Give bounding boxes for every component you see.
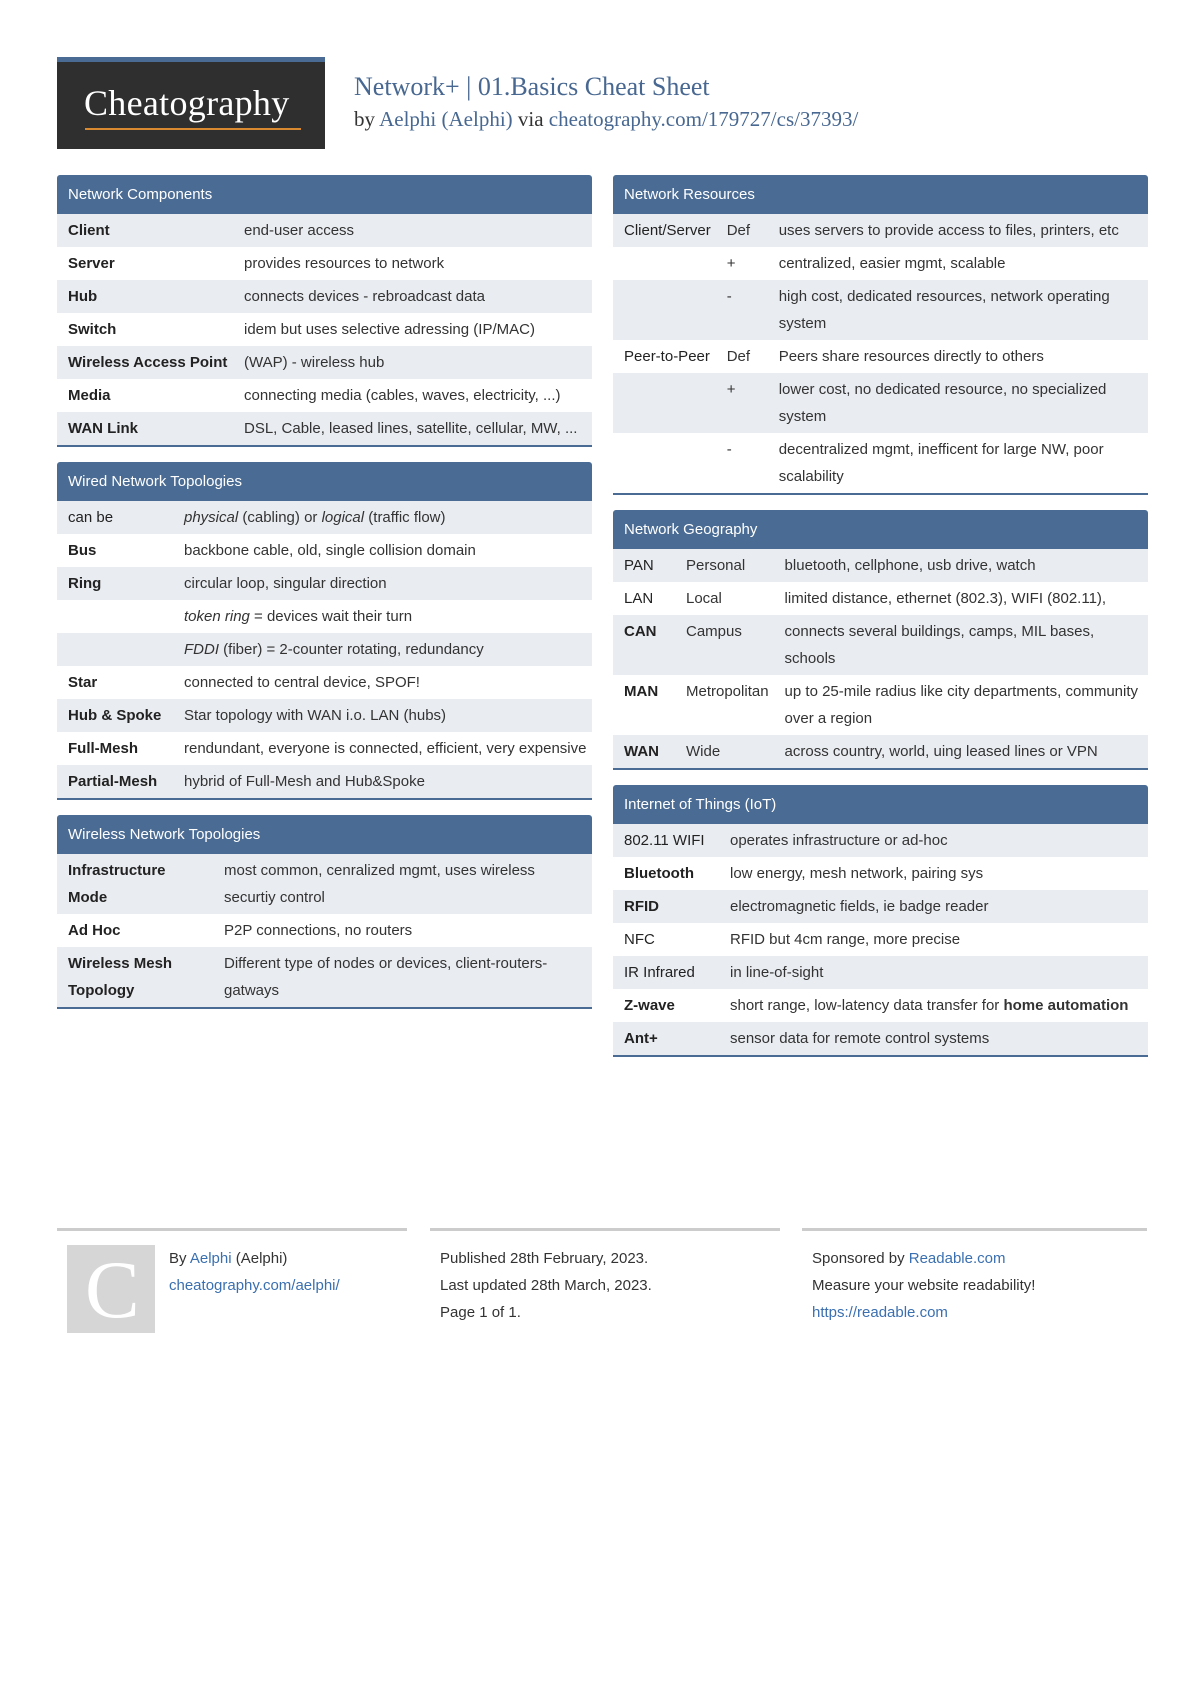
definition: idem but uses selective adressing (IP/MAC): [244, 321, 535, 338]
table-row: [613, 247, 1148, 280]
author-info: [169, 1245, 409, 1299]
wireless-topologies-section: [57, 815, 592, 1009]
term: Client: [57, 214, 233, 247]
table-row: [613, 549, 1148, 582]
term: NFC: [624, 931, 655, 948]
table-row: [57, 214, 592, 247]
term: Wireless Mesh Topology: [57, 947, 213, 1007]
term: IR Infrared: [613, 956, 719, 989]
table-row: [57, 666, 592, 699]
definition: [173, 501, 592, 534]
definition: electromagnetic fields, ie badge reader: [719, 890, 1148, 923]
footer-sponsor: [802, 1228, 1147, 1345]
network-resources-section: [613, 175, 1148, 495]
table-row: [613, 989, 1148, 1022]
term: Ring: [57, 567, 173, 600]
qualifier: Local: [686, 590, 722, 607]
definition: high cost, dedicated resources, network operating system: [768, 280, 1148, 340]
definition: operates infrastructure or ad-hoc: [719, 824, 1148, 857]
term: WAN: [613, 735, 675, 768]
term: LAN: [624, 590, 654, 607]
definition: most common, cenralized mgmt, uses wireless securtiy control: [213, 854, 592, 914]
term: PAN: [613, 549, 675, 582]
author-avatar[interactable]: [67, 1245, 155, 1333]
term: CAN: [613, 615, 675, 675]
table-row: [613, 824, 1148, 857]
table-row: [57, 765, 592, 798]
definition: lower cost, no dedicated resource, no specialized system: [768, 373, 1148, 433]
table-row: [613, 857, 1148, 890]
term: 802.11 WIFI: [613, 824, 719, 857]
footer-author-link[interactable]: Aelphi: [189, 1250, 232, 1267]
definition: centralized, easier mgmt, scalable: [778, 255, 1006, 272]
table-row: [613, 735, 1148, 768]
sponsor-line: [802, 1245, 1147, 1272]
wireless-topologies-table: [57, 854, 592, 1007]
table-row: [57, 633, 592, 666]
definition-text: = devices wait their turn: [249, 608, 413, 625]
cheatography-logo[interactable]: [57, 57, 325, 149]
section-title: Network Resources: [613, 175, 1148, 214]
table-row: [57, 501, 592, 534]
definition-italic: token ring: [184, 608, 250, 625]
footer-publish-info: [430, 1228, 780, 1345]
qualifier: Campus: [675, 615, 774, 675]
term: [57, 633, 173, 666]
term: Bus: [68, 542, 97, 559]
term: [57, 600, 173, 633]
sponsor-prefix: Sponsored by: [812, 1250, 905, 1267]
sponsor-name-link[interactable]: Readable.com: [908, 1250, 1006, 1267]
definition-text: (cabling) or: [238, 509, 322, 526]
definition: uses servers to provide access to files, printers, etc: [768, 214, 1148, 247]
definition: hybrid of Full-Mesh and Hub&Spoke: [173, 765, 592, 798]
table-row: [57, 346, 592, 379]
author-paren: (Aelphi): [235, 1250, 288, 1267]
section-title: Wireless Network Topologies: [57, 815, 592, 854]
definition-text: (traffic flow): [364, 509, 446, 526]
qualifier: Personal: [675, 549, 774, 582]
sponsor-tagline: Measure your website readability!: [812, 1277, 1036, 1294]
term: Client/Server: [613, 214, 716, 247]
updated-date: Last updated 28th March, 2023.: [440, 1277, 652, 1294]
term: Hub & Spoke: [57, 699, 173, 732]
definition: backbone cable, old, single collision domain: [184, 542, 476, 559]
term: Full-Mesh: [68, 740, 138, 757]
term: Switch: [68, 321, 117, 338]
left-column: [57, 175, 592, 1024]
network-resources-table: [613, 214, 1148, 493]
iot-section: [613, 785, 1148, 1057]
table-row: [57, 379, 592, 412]
qualifier: Def: [716, 214, 768, 247]
sheet-url-link[interactable]: cheatography.com/179727/cs/37393/: [548, 107, 859, 131]
term: [613, 373, 716, 433]
definition: circular loop, singular direction: [173, 567, 592, 600]
table-row: [613, 582, 1148, 615]
term: MAN: [624, 683, 659, 700]
term: can be: [57, 501, 173, 534]
qualifier: +: [716, 373, 768, 433]
definition: end-user access: [233, 214, 592, 247]
table-row: [613, 340, 1148, 373]
term: WAN Link: [57, 412, 233, 445]
definition: connected to central device, SPOF!: [184, 674, 420, 691]
logo-underline: [85, 128, 301, 130]
by-prefix: by: [354, 107, 375, 131]
term: Wireless Access Point: [57, 346, 233, 379]
section-title: Network Geography: [613, 510, 1148, 549]
qualifier: Wide: [675, 735, 774, 768]
table-row: [57, 412, 592, 445]
qualifier: -: [716, 280, 768, 340]
definition: up to 25-mile radius like city departments, community over a region: [784, 683, 1139, 727]
table-row: [57, 280, 592, 313]
table-row: [57, 947, 592, 1007]
definition: [173, 600, 592, 633]
iot-table: [613, 824, 1148, 1055]
table-row: [57, 313, 592, 346]
definition: across country, world, uing leased lines or VPN: [774, 735, 1148, 768]
wired-topologies-table: [57, 501, 592, 798]
table-row: [613, 956, 1148, 989]
definition-italic: logical: [321, 509, 365, 526]
definition: rendundant, everyone is connected, efficient, very expensive: [184, 740, 587, 757]
table-row: [613, 433, 1148, 493]
page-title: Network+ | 01.Basics Cheat Sheet: [354, 72, 710, 101]
term: Z-wave: [624, 997, 675, 1014]
term: [613, 280, 716, 340]
definition: [719, 989, 1148, 1022]
term: [613, 433, 716, 493]
term: Hub: [57, 280, 233, 313]
sponsor-url-link[interactable]: https://readable.com: [812, 1304, 948, 1321]
published-date: Published 28th February, 2023.: [440, 1250, 649, 1267]
table-row: [613, 373, 1148, 433]
definition: (WAP) - wireless hub: [233, 346, 592, 379]
table-row: [613, 1022, 1148, 1055]
term: [613, 247, 716, 280]
section-title: Network Components: [57, 175, 592, 214]
term: Infrastructure Mode: [57, 854, 213, 914]
term: Partial-Mesh: [57, 765, 173, 798]
definition: [173, 633, 592, 666]
right-column: [613, 175, 1148, 1072]
definition: connects several buildings, camps, MIL bases, schools: [774, 615, 1148, 675]
author-link[interactable]: Aelphi (Aelphi): [379, 107, 513, 131]
table-row: [57, 567, 592, 600]
table-row: [57, 699, 592, 732]
page-subtitle: [354, 107, 858, 132]
avatar-letter: C: [85, 1244, 140, 1335]
definition-italic: FDDI: [184, 641, 219, 658]
term: Ant+: [613, 1022, 719, 1055]
table-row: [613, 890, 1148, 923]
wired-topologies-section: [57, 462, 592, 800]
definition: decentralized mgmt, inefficent for large NW, poor scalability: [778, 441, 1104, 485]
author-profile-link[interactable]: cheatography.com/aelphi/: [169, 1277, 340, 1294]
network-geography-section: [613, 510, 1148, 770]
network-components-section: [57, 175, 592, 447]
definition-text: short range, low-latency data transfer for: [730, 997, 1004, 1014]
via-text: via: [517, 107, 544, 131]
definition: limited distance, ethernet (802.3), WIFI (802.11),: [784, 590, 1107, 607]
term: Server: [68, 255, 115, 272]
table-row: [613, 923, 1148, 956]
page-number: Page 1 of 1.: [440, 1304, 521, 1321]
table-row: [57, 247, 592, 280]
term: Ad Hoc: [68, 922, 121, 939]
definition: Star topology with WAN i.o. LAN (hubs): [173, 699, 592, 732]
section-title: Wired Network Topologies: [57, 462, 592, 501]
term: Media: [68, 387, 111, 404]
term: Bluetooth: [624, 865, 694, 882]
term: Peer-to-Peer: [624, 348, 710, 365]
definition: bluetooth, cellphone, usb drive, watch: [774, 549, 1148, 582]
table-row: [57, 534, 592, 567]
definition: P2P connections, no routers: [224, 922, 413, 939]
term: RFID: [613, 890, 719, 923]
definition: in line-of-sight: [719, 956, 1148, 989]
definition: Peers share resources directly to others: [778, 348, 1044, 365]
definition: connecting media (cables, waves, electricity, ...): [244, 387, 561, 404]
qualifier: -: [726, 441, 732, 458]
by-label: By: [169, 1250, 187, 1267]
qualifier: Def: [726, 348, 751, 365]
table-row: [613, 675, 1148, 735]
table-row: [613, 615, 1148, 675]
table-row: [57, 600, 592, 633]
definition: low energy, mesh network, pairing sys: [730, 865, 984, 882]
qualifier: +: [726, 255, 736, 272]
footer-author: [57, 1228, 407, 1345]
definition-text: (fiber) = 2-counter rotating, redundancy: [219, 641, 484, 658]
qualifier: Metropolitan: [686, 683, 769, 700]
definition: Different type of nodes or devices, client-routers-gatways: [213, 947, 592, 1007]
term: Star: [68, 674, 98, 691]
definition: sensor data for remote control systems: [719, 1022, 1148, 1055]
table-row: [57, 914, 592, 947]
table-row: [57, 854, 592, 914]
definition: provides resources to network: [244, 255, 445, 272]
table-row: [613, 214, 1148, 247]
table-row: [57, 732, 592, 765]
logo-text: Cheatography: [84, 83, 290, 123]
definition: connects devices - rebroadcast data: [233, 280, 592, 313]
definition-italic: physical: [184, 509, 239, 526]
network-geography-table: [613, 549, 1148, 768]
network-components-table: [57, 214, 592, 445]
definition: RFID but 4cm range, more precise: [730, 931, 961, 948]
table-row: [613, 280, 1148, 340]
definition-bold: home automation: [1003, 997, 1129, 1014]
definition: DSL, Cable, leased lines, satellite, cellular, MW, ...: [233, 412, 592, 445]
section-title: Internet of Things (IoT): [613, 785, 1148, 824]
